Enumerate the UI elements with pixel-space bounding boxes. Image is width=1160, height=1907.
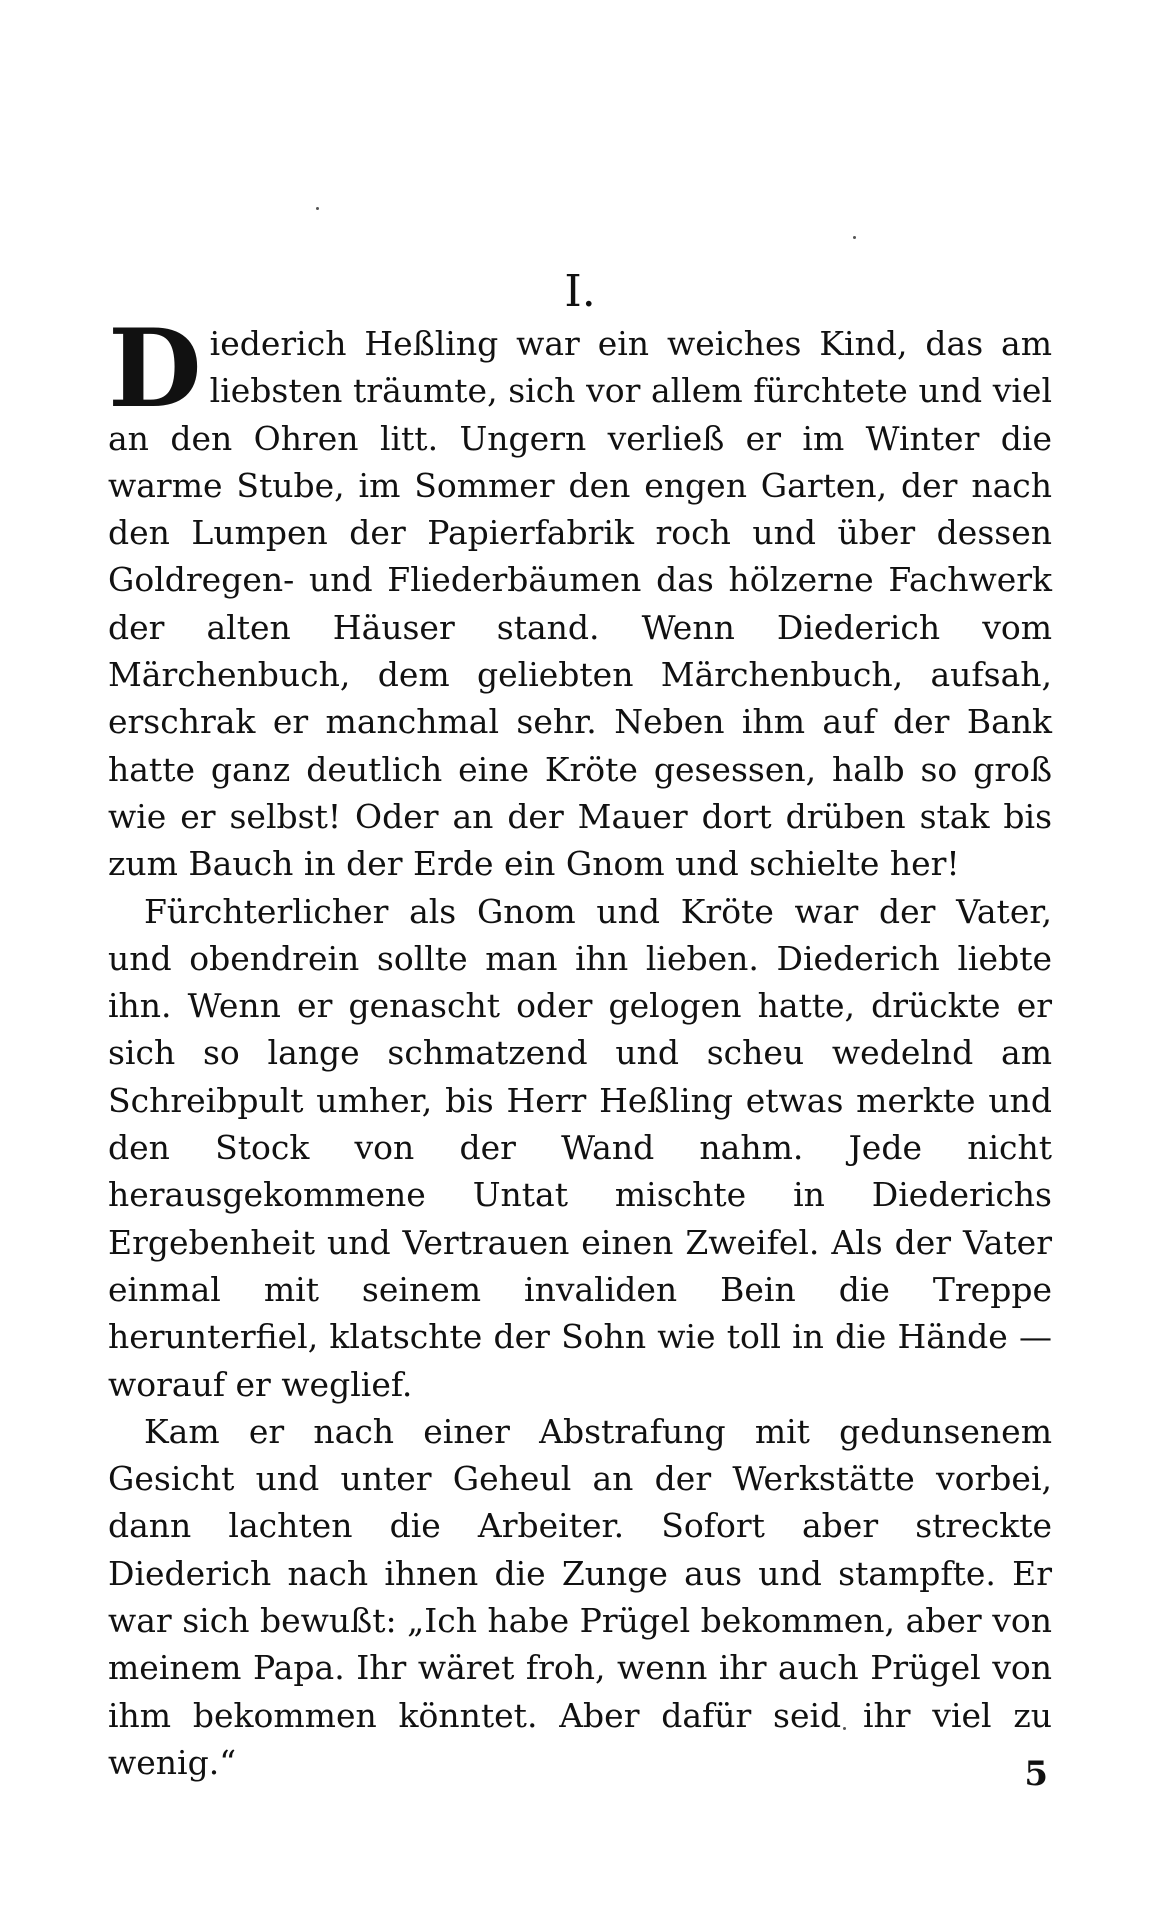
page-number: 5: [1024, 1754, 1048, 1794]
paragraph-2: Fürchterlicher als Gnom und Kröte war der Vater, und obendrein sollte man ihn lieben. Diederich liebte ihn. Wenn er genascht oder gelogen hatte, drückte er sich so lange schmatzend und scheu wedelnd am Schreibpult umher, bis Herr Heßling etwas merkte und den Stock von der Wand nahm. Jede nicht herausgekommene Untat mischte in Diederichs Ergebenheit und Vertrauen einen Zweifel. Als der Vater einmal mit seinem invaliden Bein die Treppe herunterfiel, klatschte der Sohn wie toll in die Hände — worauf er weglief.: [108, 891, 1052, 1404]
paragraph-1: [108, 306, 1052, 888]
paragraph-3: Kam er nach einer Abstrafung mit gedunsenem Gesicht und unter Geheul an der Werkstätte vorbei, dann lachten die Arbeiter. Sofort aber streckte Diederich nach ihnen die Zunge aus und stampfte. Er war sich bewußt: „Ich habe Prügel bekommen, aber von meinem Papa. Ihr wäret froh, wenn ihr auch Prügel von ihm bekommen könntet. Aber dafür seid ihr viel zu wenig.“: [108, 1411, 1052, 1782]
body-text: [108, 306, 1052, 1786]
chapter-number: I.: [564, 266, 596, 317]
print-speck: [853, 236, 856, 239]
print-speck: [316, 207, 319, 210]
drop-cap: D: [108, 306, 202, 432]
paragraph-1-text: iederich Heßling war ein weiches Kind, das am liebsten träumte, sich vor allem fürchtete und viel an den Ohren litt. Ungern verließ er im Winter die warme Stube, im Sommer den engen Garten, der nach den Lumpen der Papierfabrik roch und über dessen Goldregen- und Fliederbäumen das hölzerne Fachwerk der alten Häuser stand. Wenn Diederich vom Märchenbuch, dem geliebten Märchenbuch, aufsah, erschrak er manchmal sehr. Neben ihm auf der Bank hatte ganz deutlich eine Kröte gesessen, halb so groß wie er selbst! Oder an der Mauer dort drüben stak bis zum Bauch in der Erde ein Gnom und schielte her!: [108, 324, 1052, 884]
